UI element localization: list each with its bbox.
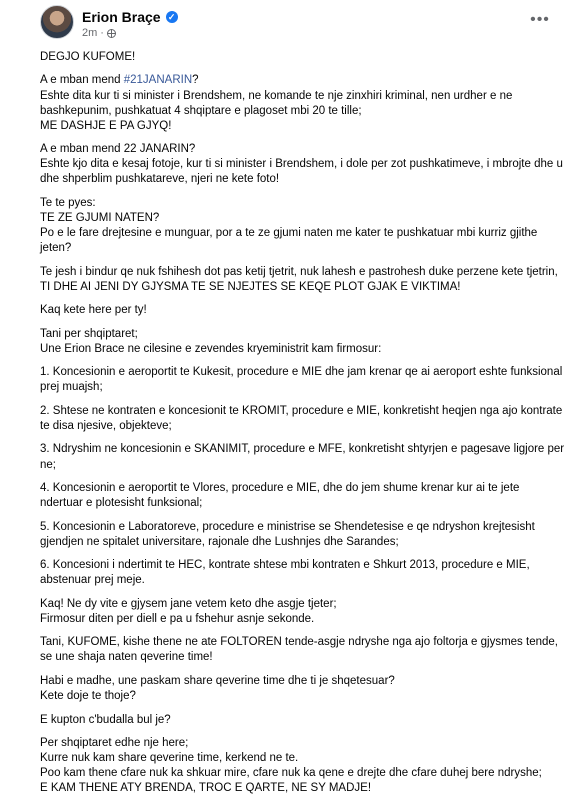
paragraph-7: Tani per shqiptaret; Une Erion Brace ne cilesine e zevendes kryeministrit kam firmosur:: [40, 327, 382, 355]
globe-icon[interactable]: [107, 29, 116, 38]
list-item-4: 4. Koncesionin e aeroportit te Vlores, procedure e MIE, dhe do jem shume krenar kur ai te jete ndertuar e plotesisht funksional;: [40, 482, 520, 510]
list-item-3: 3. Ndryshim ne koncesionin e SKANIMIT, procedure e MFE, konkretisht shtyrjen e pagesave ligjore per ne;: [40, 443, 565, 471]
post-header: [0, 0, 570, 44]
paragraph-4: Te te pyes: TE ZE GJUMI NATEN? Po e le fare drejtesine e munguar, por a te ze gjumi naten me kater te pushkatuar mbi kurriz gjithe jeten?: [40, 196, 538, 255]
post-text: [40, 50, 565, 805]
paragraph-17: E kupton c'budalla bul je?: [40, 713, 171, 726]
paragraph-2-prefix: A e mban mend: [40, 74, 124, 87]
verified-badge-icon: ✓: [166, 11, 178, 23]
avatar[interactable]: [40, 5, 74, 39]
post-timestamp[interactable]: 2m: [82, 27, 98, 39]
hashtag-link[interactable]: #21JANARIN: [123, 74, 193, 87]
paragraph-1: DEGJO KUFOME!: [40, 51, 136, 63]
list-item-2: 2. Shtese ne kontraten e koncesionit te KROMIT, procedure e MIE, konkretisht heqjen nga ajo kontrate te disa njesive, objekteve;: [40, 404, 563, 432]
paragraph-2: [40, 73, 565, 133]
paragraph-14: Kaq! Ne dy vite e gjysem jane vetem keto dhe asgje tjeter; Firmosur diten per diell e pa u fshehur asnje sekonde.: [40, 597, 337, 625]
list-item-6: 6. Koncesioni i ndertimit te HEC, kontrate shtese mbi kontraten e Shkurt 2013, procedure e MIE, abstenuar prej meje.: [40, 559, 530, 587]
paragraph-3: A e mban mend 22 JANARIN? Eshte kjo dita e kesaj fotoje, kur ti si minister i Brendshem, i dole per zot pushkatimeve, i mbrojte dhe u dhe shperblim pushkatareve, njeri ne kete foto!: [40, 143, 563, 186]
meta-separator: ·: [100, 27, 104, 39]
author-name[interactable]: Erion Braçe: [82, 9, 161, 25]
more-options-button[interactable]: •••: [530, 11, 550, 28]
list-item-5: 5. Koncesionin e Laboratoreve, procedure e ministrise se Shendetesise e qe ndryshon krejtesisht gjendjen ne spitalet universitare, rajonale dhe Lushnjes dhe Sarandes;: [40, 520, 535, 548]
paragraph-6: Kaq kete here per ty!: [40, 304, 147, 317]
paragraph-5: Te jesh i bindur qe nuk fshihesh dot pas ketij tjetrit, nuk lahesh e pastrohesh duke perzene kete tjetrin, TI DHE AI JENI DY GJYSMA TE SE NJEJTES SE KEQE PLOT GJAK E VIKTIMA!: [40, 265, 558, 293]
paragraph-16: Habi e madhe, une paskam share qeverine time dhe ti je shqetesuar? Kete doje te thoje?: [40, 674, 395, 703]
post-meta: [82, 27, 116, 39]
paragraph-2-text: ? Eshte dita kur ti si minister i Brendshem, ne komande te nje zinxhiri kriminal, nen urdher e ne bashkepunim, pushkatuat 4 shqiptare e plagoset mbi 20 te tille; ME DASHJE E PA GJYQ!: [40, 74, 513, 132]
paragraph-15: Tani, KUFOME, kishe thene ne ate FOLTOREN tende-asgje ndryshe nga ajo foltorja e gjysmes tende, se une shaja naten qeverine time!: [40, 636, 558, 664]
author-row: [82, 9, 178, 25]
list-item-1: 1. Koncesionin e aeroportit te Kukesit, procedure e MIE dhe jam krenar qe ai aeroport eshte funksional prej muajsh;: [40, 366, 563, 394]
paragraph-18: Per shqiptaret edhe nje here; Kurre nuk kam share qeverine time, kerkend ne te. Poo kam thene cfare nuk ka shkuar mire, cfare nuk ka qene e drejte dhe cfare duhej bere ndryshe; E KAM THENE ATY BRENDA, TROC E QARTE, NE SY MADJE!: [40, 737, 542, 795]
